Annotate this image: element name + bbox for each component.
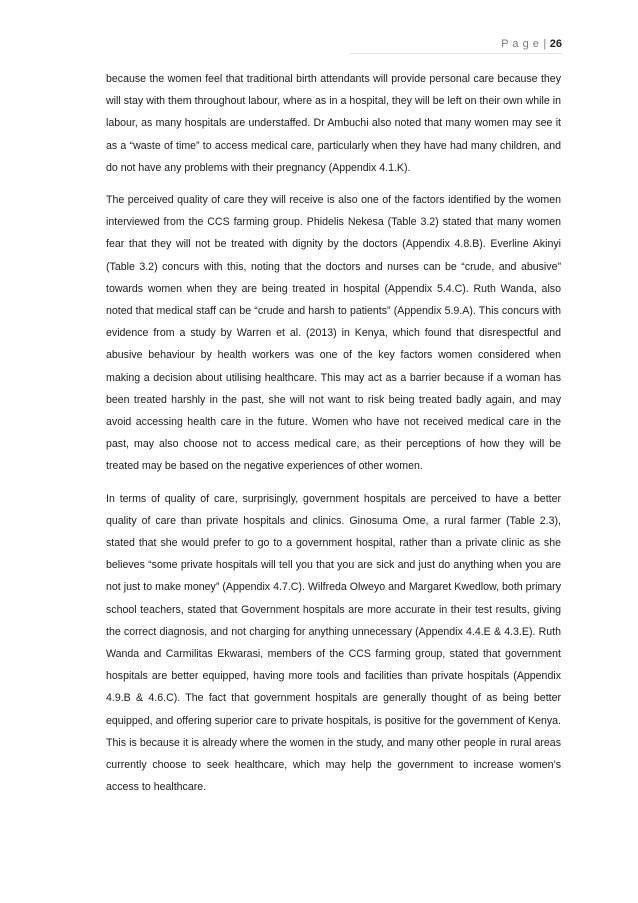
page-number: 26 [549,38,562,50]
body-text [106,68,561,809]
header-separator: | [543,38,547,50]
paragraph-1: because the women feel that traditional birth attendants will provide personal care because they will stay with them throughout labour, where as in a hospital, they will be left on their own while in labour, as many hospitals are understaffed. Dr Ambuchi also noted that many women may see it as a “waste of time” to access medical care, particularly when they have had many children, and do not have any problems with their pregnancy (Appendix 4.1.K). [106,73,561,174]
page-label: P a g e [501,38,540,50]
paragraph-2: The perceived quality of care they will receive is also one of the factors identified by the women interviewed from the CCS farming group. Phidelis Nekesa (Table 3.2) stated that many women fear that they will not be treated with dignity by the doctors (Appendix 4.8.B). Everline Akinyi (Table 3.2) concurs with this, noting that the doctors and nurses can be “crude, and abusive” towards women when they are being treated in hospital (Appendix 5.4.C). Ruth Wanda, also noted that medical staff can be “crude and harsh to patients” (Appendix 5.9.A). This concurs with evidence from a study by Warren et al. (2013) in Kenya, which found that disrespectful and abusive behaviour by health workers was one of the key factors women considered when making a decision about utilising healthcare. This may act as a barrier because if a woman has been treated harshly in the past, she will not want to risk being treated badly again, and may avoid accessing health care in the future. Women who have not received medical care in the past, may also choose not to access medical care, as their perceptions of how they will be treated may be based on the negative experiences of other women. [106,194,561,473]
paragraph-3: In terms of quality of care, surprisingly, government hospitals are perceived to have a better quality of care than private hospitals and clinics. Ginosuma Ome, a rural farmer (Table 2.3), stated that she would prefer to go to a government hospital, rather than a private clinic as she believes “some private hospitals will tell you that you are sick and just do anything when you are not just to make money” (Appendix 4.7.C). Wilfreda Olweyo and Margaret Kwedlow, both primary school teachers, stated that Government hospitals are more accurate in their test results, giving the correct diagnosis, and not charging for anything unnecessary (Appendix 4.4.E & 4.3.E). Ruth Wanda and Carmilitas Ekwarasi, members of the CCS farming group, stated that government hospitals are better equipped, having more tools and facilities than private hospitals (Appendix 4.9.B & 4.6.C). The fact that government hospitals are generally thought of as being better equipped, and offering superior care to private hospitals, is positive for the government of Kenya. This is because it is already where the women in the study, and many other people in rural areas currently choose to seek healthcare, which may help the government to increase women’s access to healthcare. [106,492,561,794]
header-divider [350,53,562,54]
page-header [501,38,562,50]
